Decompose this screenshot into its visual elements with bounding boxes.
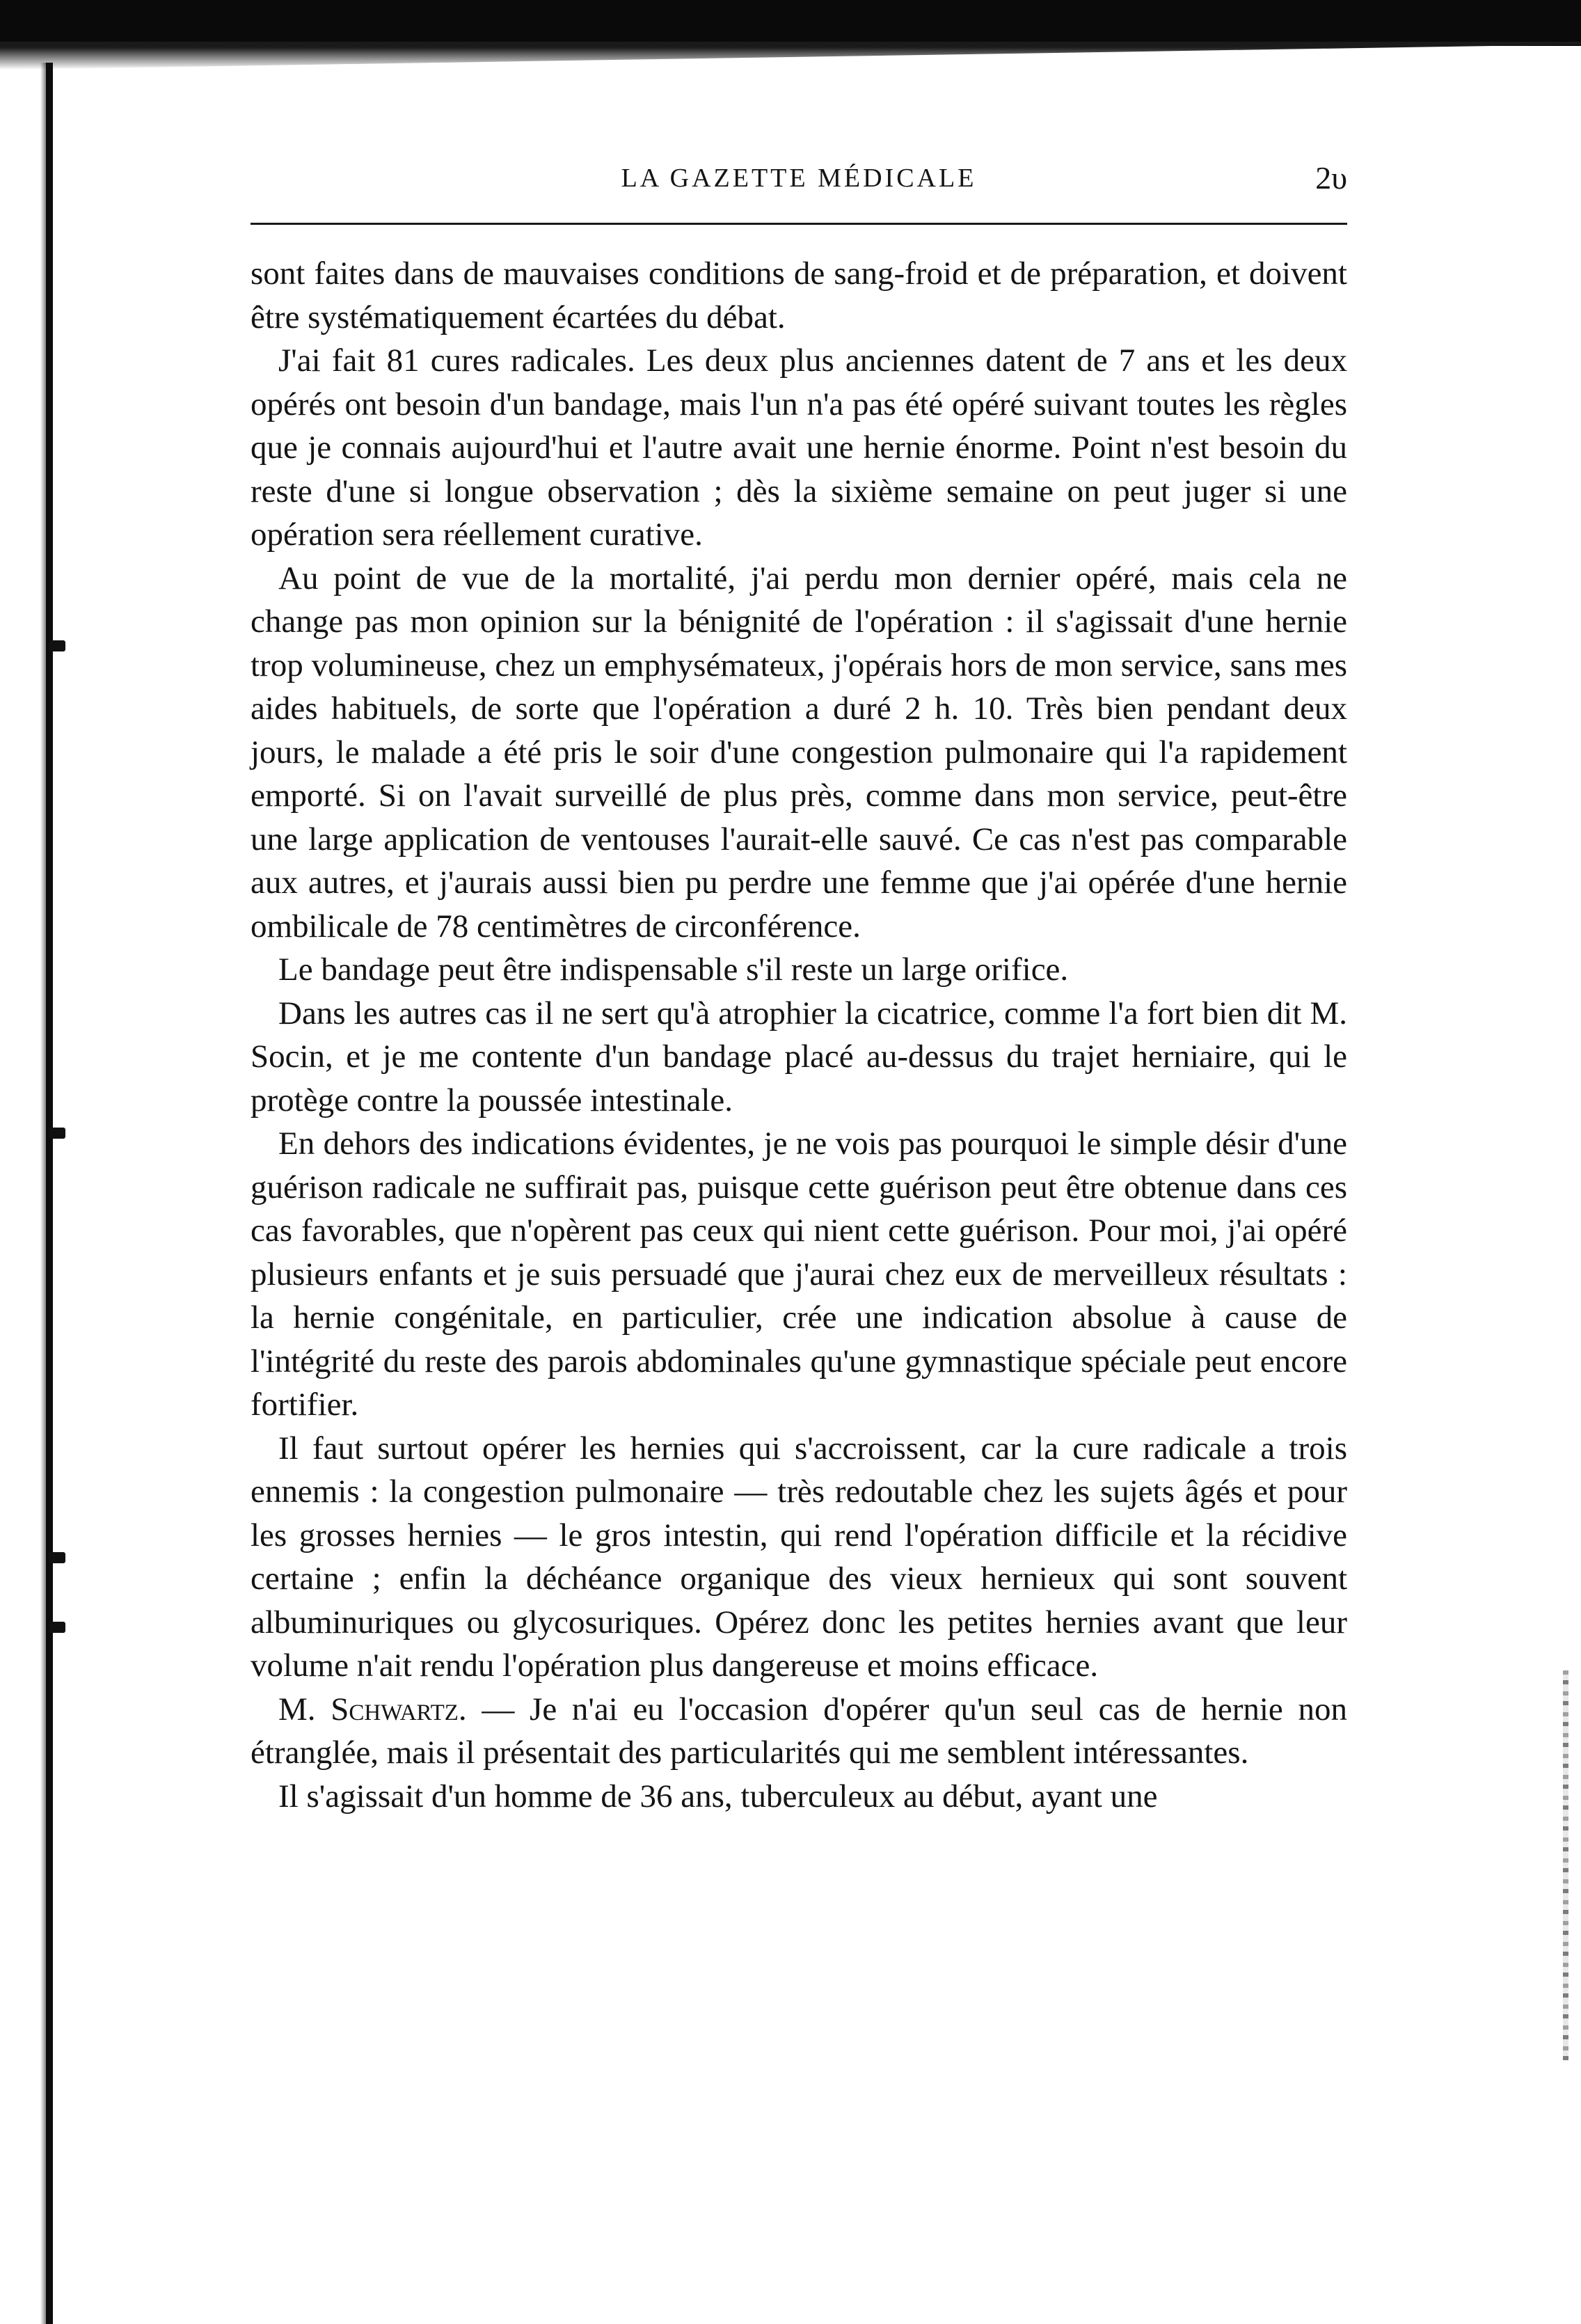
paragraph: Au point de vue de la mortalité, j'ai perdu mon dernier opéré, mais cela ne change pas mon opinion sur la bénignité de l'opération : il s'agissait d'une hernie trop volumineuse, chez un emphysémateux, j'opérais hors de mon service, sans mes aides habituels, de sorte que l'opération a duré 2 h. 10. Très bien pendant deux jours, le malade a été pris le soir d'une congestion pulmonaire qui l'a rapidement emporté. Si on l'avait surveillé de plus près, comme dans mon service, peut-être une large application de ventouses l'aurait-elle sauvé. Ce cas n'est pas comparable aux autres, et j'aurais aussi bien pu perdre une femme que j'ai opérée d'une hernie ombilicale de 78 centimètres de circonférence. (251, 560, 1347, 944)
paragraph: Il faut surtout opérer les hernies qui s'accroissent, car la cure radicale a trois ennemis : la congestion pulmonaire — très redoutable chez les sujets âgés et pour les grosses hernies — le gros intestin, qui rend l'opération difficile et la récidive certaine ; enfin la déchéance organique des vieux hernieux qui sont souvent albuminuriques ou glycosuriques. Opérez donc les petites hernies avant que leur volume n'ait rendu l'opération plus dangereuse et moins efficace. (251, 1430, 1347, 1684)
paragraph: J'ai fait 81 cures radicales. Les deux plus anciennes datent de 7 ans et les deux opérés ont besoin d'un bandage, mais l'un n'a pas été opéré suivant toutes les règles que je connais aujourd'hui et l'autre avait une hernie énorme. Point n'est besoin du reste d'une si longue observation ; dès la sixième semaine on peut juger si une opération sera réellement curative. (251, 342, 1347, 553)
paragraph: En dehors des indications évidentes, je ne vois pas pourquoi le simple désir d'une guérison radicale ne suffirait pas, puisque cette guérison peut être obtenue dans ces cas favorables, que n'opèrent pas ceux qui nient cette guérison. Pour moi, j'ai opéré plusieurs enfants et je suis persuadé que j'aurai chez eux de merveilleux résultats : la hernie congénitale, en particulier, crée une indication absolue à cause de l'intégrité du reste des parois abdominales qu'une gymnastique spéciale peut encore fortifier. (251, 1125, 1347, 1423)
scan-top-shadow (0, 42, 1581, 70)
scan-edge-mark (49, 1552, 65, 1563)
scan-right-edge-noise (1563, 1670, 1568, 2060)
scan-edge-mark (49, 640, 65, 651)
paragraph (251, 1688, 1347, 1775)
paragraph: Dans les autres cas il ne sert qu'à atrophier la cicatrice, comme l'a fort bien dit M. Socin, et je me contente d'un bandage placé au-dessus du trajet herniaire, qui le protège contre la poussée intestinale. (251, 995, 1347, 1118)
paragraph: Il s'agissait d'un homme de 36 ans, tuberculeux au début, ayant une (278, 1778, 1158, 1815)
scan-edge-mark (49, 1622, 65, 1633)
running-title: LA GAZETTE MÉDICALE (621, 164, 977, 193)
speaker-remark: — Je n'ai eu l'occasion d'opérer qu'un seul cas de hernie non étranglée, mais il présentait des particularités qui me semblent intéressantes. (251, 1691, 1347, 1771)
page-number: 2υ (1315, 160, 1347, 196)
scan-top-border (0, 0, 1581, 46)
scan-edge-mark (49, 1128, 65, 1139)
scan-left-shadow (40, 63, 46, 2324)
paragraph: sont faites dans de mauvaises conditions de sang-froid et de préparation, et doivent être systématiquement écartées du débat. (251, 255, 1347, 335)
scan-left-border (46, 63, 53, 2324)
running-head (251, 157, 1347, 199)
paragraph: Le bandage peut être indispensable s'il reste un large orifice. (278, 951, 1069, 988)
speaker-name: M. Schwartz. (278, 1691, 467, 1728)
body-text (251, 252, 1347, 1818)
header-rule (251, 223, 1347, 225)
